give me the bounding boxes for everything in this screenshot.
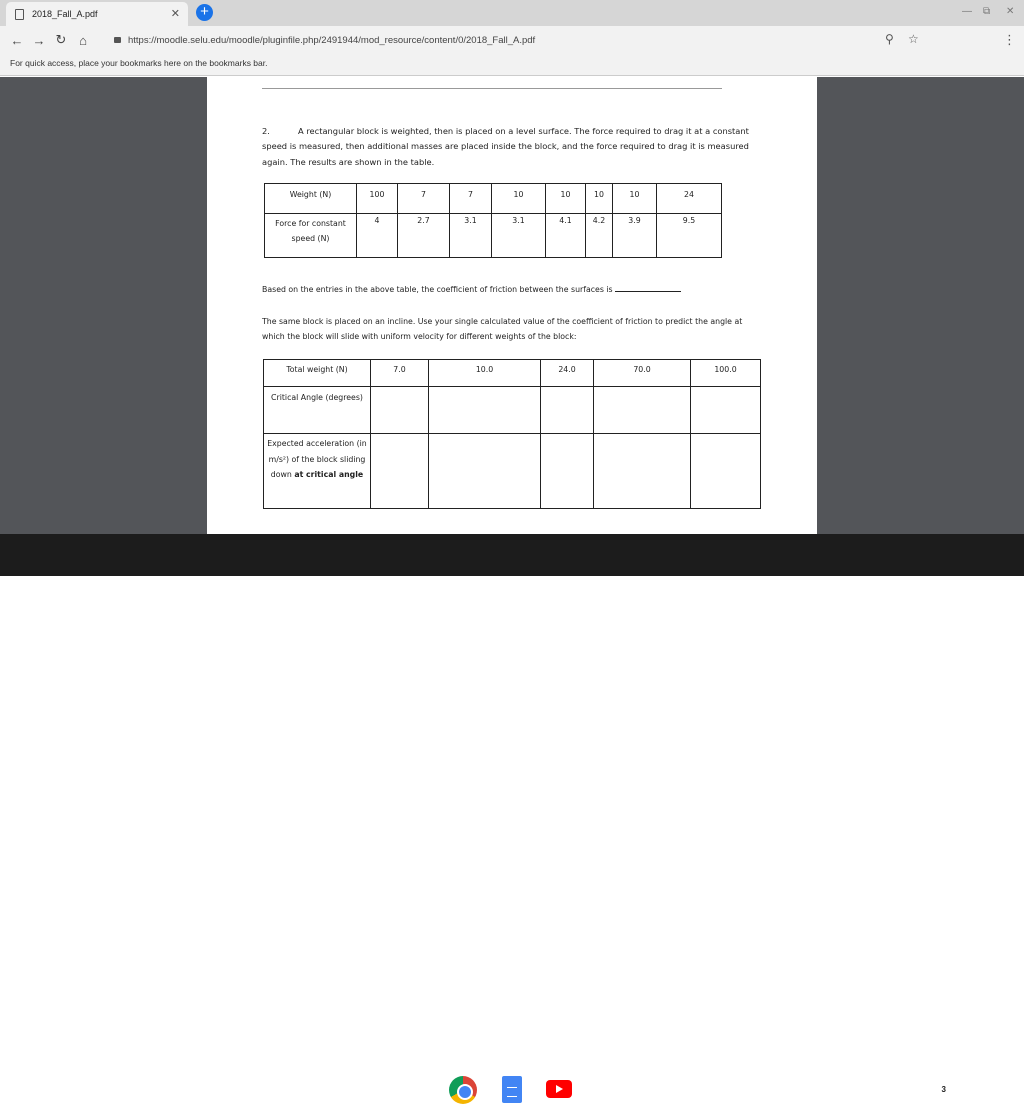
lock-icon — [114, 37, 121, 43]
row-label-b: at critical angle — [294, 470, 364, 479]
empty-cell — [594, 387, 691, 434]
weight-cell: 70.0 — [594, 360, 691, 387]
docs-icon[interactable] — [502, 1076, 522, 1103]
force-cell: 4.2 — [586, 214, 613, 258]
table-row — [264, 434, 761, 509]
weight-cell: 10 — [613, 184, 657, 214]
table-row — [264, 387, 761, 434]
back-icon[interactable]: ← — [10, 32, 24, 48]
row-label: Weight (N) — [265, 184, 357, 214]
empty-cell — [371, 434, 429, 509]
weight-cell: 7 — [398, 184, 450, 214]
incline-question: The same block is placed on an incline. Use your single calculated value of the coefficient of friction to predict the angle at which the block will slide with uniform velocity for different weights of the block: — [262, 317, 743, 342]
divider — [262, 88, 722, 89]
bookmarks-hint: For quick access, place your bookmarks here on the bookmarks bar. — [10, 58, 268, 68]
weight-force-table — [264, 183, 722, 258]
row-label: Force for constant speed (N) — [265, 214, 357, 258]
reload-icon[interactable]: ↻ — [55, 32, 67, 47]
force-cell: 4 — [357, 214, 398, 258]
row-label — [264, 434, 371, 509]
empty-cell — [429, 387, 541, 434]
question-2 — [262, 124, 756, 170]
restore-icon[interactable]: ⧉ — [983, 6, 991, 17]
friction-sentence — [262, 285, 681, 294]
window-close-icon[interactable]: ✕ — [1006, 6, 1015, 17]
weight-cell: 100 — [357, 184, 398, 214]
notification-badge: 3 — [937, 1083, 950, 1096]
empty-cell — [691, 434, 761, 509]
status-tray[interactable] — [918, 1079, 1001, 1099]
weight-cell: 24 — [657, 184, 722, 214]
force-cell: 3.9 — [613, 214, 657, 258]
bookmarks-bar — [0, 54, 1024, 76]
force-cell: 3.1 — [492, 214, 546, 258]
menu-icon[interactable]: ⋮ — [1003, 32, 1016, 47]
table-row — [264, 360, 761, 387]
weight-cell: 10.0 — [429, 360, 541, 387]
force-cell: 4.1 — [546, 214, 586, 258]
row-label: Critical Angle (degrees) — [264, 387, 371, 434]
launcher-icon[interactable] — [11, 1080, 28, 1097]
weight-cell: 100.0 — [691, 360, 761, 387]
pdf-page — [207, 77, 817, 534]
empty-cell — [371, 387, 429, 434]
tab-title: 2018_Fall_A.pdf — [32, 9, 98, 19]
force-cell: 2.7 — [398, 214, 450, 258]
weight-cell: 7 — [450, 184, 492, 214]
question-2-text: A rectangular block is weighted, then is placed on a level surface. The force required to drag it at a constant speed is measured, then additional masses are placed inside the block, and the force required to drag it is measured again. The results are shown in the table. — [262, 126, 749, 167]
battery-icon: ▮ — [971, 1083, 977, 1095]
table-row — [265, 214, 722, 258]
ime-label: US — [918, 1083, 932, 1095]
weight-cell: 10 — [546, 184, 586, 214]
friction-sentence-text: Based on the entries in the above table, the coefficient of friction between the surfaces is — [262, 285, 613, 294]
zoom-icon[interactable]: ⚲ — [885, 32, 894, 46]
row-label: Total weight (N) — [264, 360, 371, 387]
bookmark-star-icon[interactable]: ☆ — [908, 32, 919, 46]
empty-cell — [594, 434, 691, 509]
empty-cell — [541, 434, 594, 509]
pdf-viewer[interactable] — [0, 77, 1024, 534]
force-cell: 3.1 — [450, 214, 492, 258]
force-cell: 9.5 — [657, 214, 722, 258]
row-label-a: Expected acceleration (in m/s²) of the block sliding down — [267, 439, 367, 479]
wifi-icon: ▼ — [956, 1083, 966, 1095]
table-row — [265, 184, 722, 214]
tab-pdf[interactable] — [6, 2, 188, 26]
minimize-icon[interactable]: — — [962, 6, 972, 17]
new-tab-button[interactable]: + — [196, 4, 213, 21]
empty-cell — [429, 434, 541, 509]
close-tab-icon[interactable]: ✕ — [170, 8, 180, 20]
empty-cell — [691, 387, 761, 434]
weight-cell: 10 — [586, 184, 613, 214]
empty-cell — [541, 387, 594, 434]
url-text: https://moodle.selu.edu/moodle/pluginfile.php/2491944/mod_resource/content/0/2018_Fall_A.pdf — [128, 34, 536, 46]
forward-icon[interactable]: → — [32, 32, 46, 48]
tab-strip — [0, 0, 1024, 26]
document-icon — [15, 9, 24, 20]
incline-table — [263, 359, 761, 509]
clock: 9:08 — [982, 1083, 1002, 1095]
youtube-icon[interactable] — [546, 1080, 572, 1098]
toolbar — [0, 26, 1024, 54]
weight-cell: 7.0 — [371, 360, 429, 387]
shelf — [0, 534, 1024, 1095]
weight-cell: 24.0 — [541, 360, 594, 387]
question-number: 2. — [262, 126, 270, 136]
weight-cell: 10 — [492, 184, 546, 214]
address-bar[interactable] — [108, 29, 872, 51]
chrome-icon[interactable] — [449, 1076, 477, 1104]
answer-blank — [615, 291, 681, 292]
home-icon[interactable]: ⌂ — [79, 32, 87, 48]
